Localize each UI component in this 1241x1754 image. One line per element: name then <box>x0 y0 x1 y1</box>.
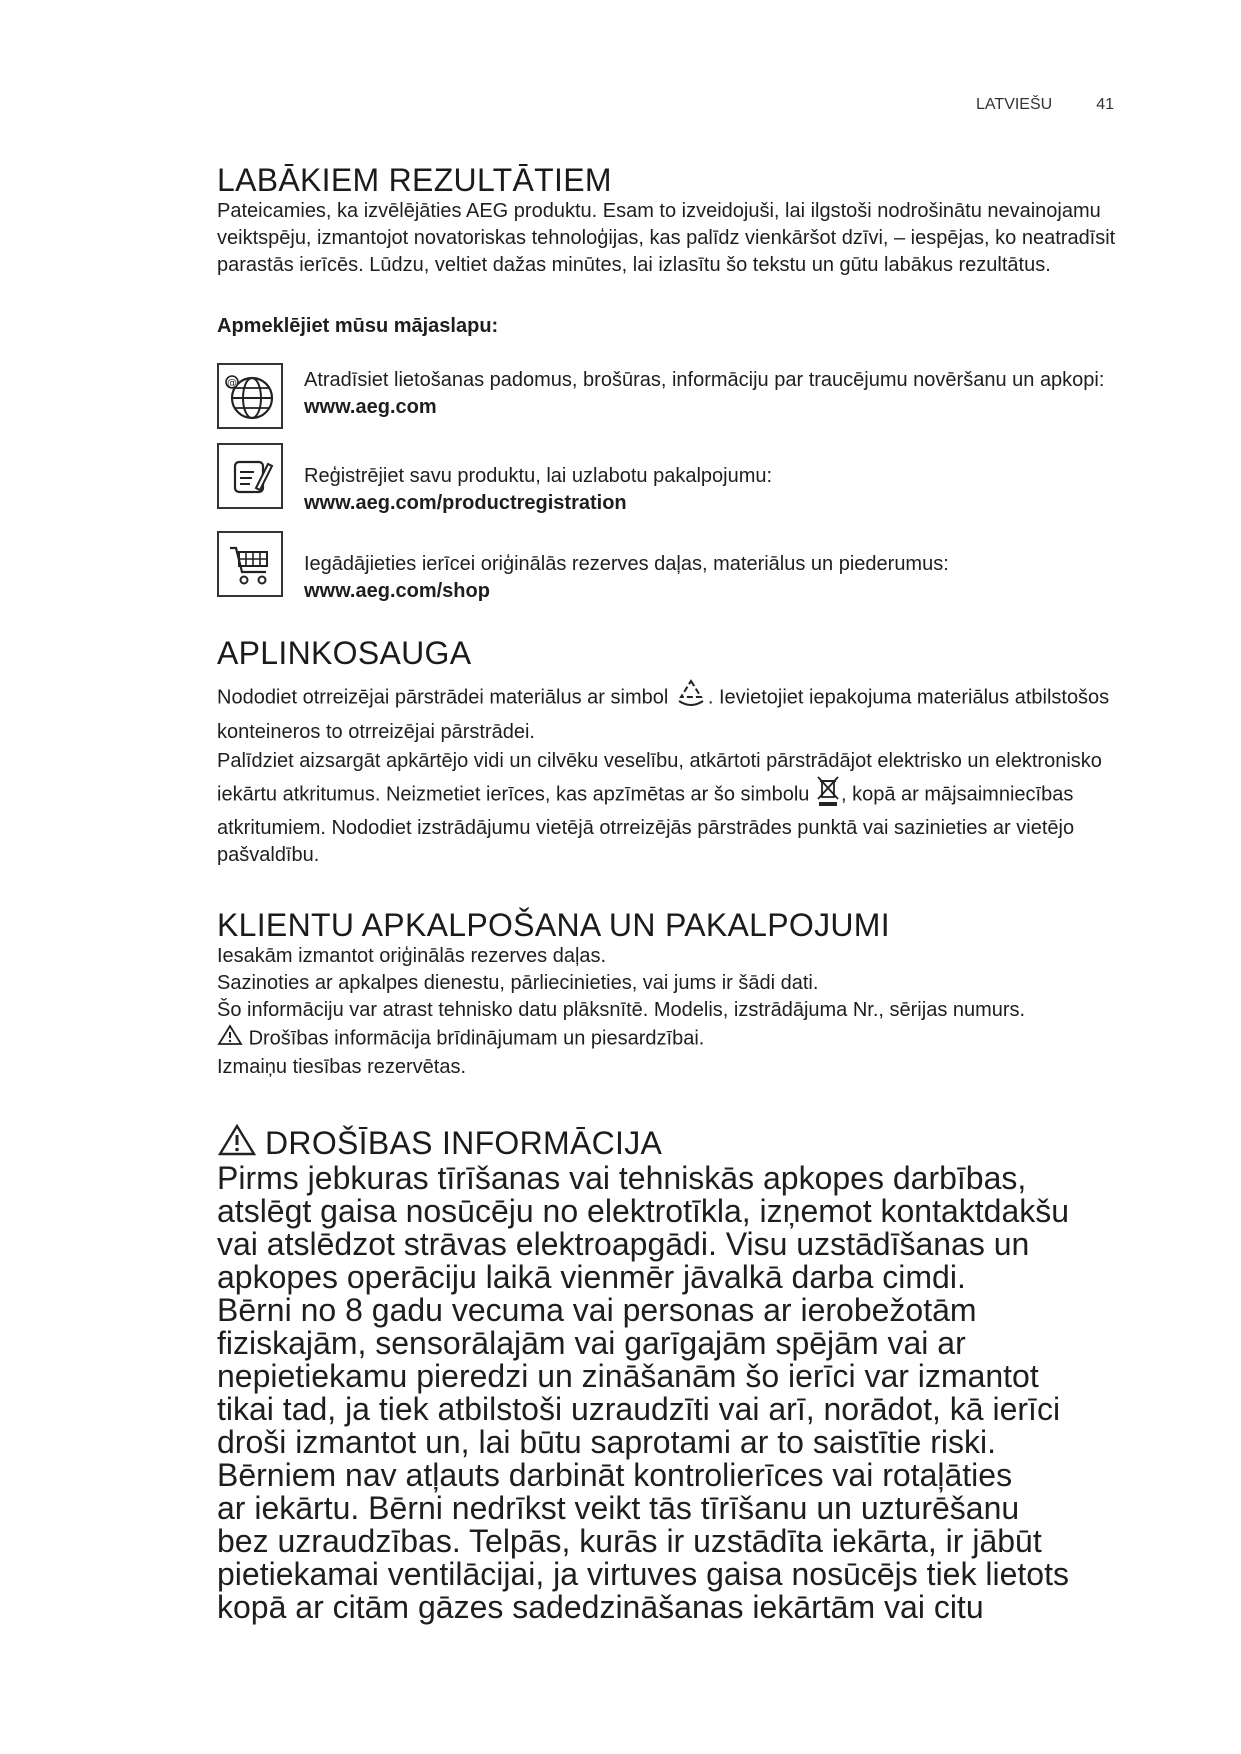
safety-line: Bērni no 8 gadu vecuma vai personas ar ierobežotām <box>217 1292 977 1328</box>
weee-paragraph <box>217 748 1123 869</box>
safety-line: Pirms jebkuras tīrīšanas vai tehniskās apkopes darbības, <box>217 1160 1027 1196</box>
safety-line: vai atslēdzot strāvas elektroapgādi. Visu uzstādīšanas un <box>217 1226 1030 1262</box>
recycling-paragraph <box>217 677 1123 746</box>
safety-line: tikai tad, ja tiek atbilstoši uzraudzīti vai arī, norādot, kā ierīci <box>217 1391 1061 1427</box>
safety-line: Bērniem nav atļauts darbināt kontrolierīces vai rotaļāties <box>217 1457 1013 1493</box>
safety-line: apkopes operāciju laikā vienmēr jāvalkā darba cimdi. <box>217 1259 966 1295</box>
customer-line-1: Iesakām izmantot oriģinālās rezerves daļas. <box>217 945 607 967</box>
page-header <box>976 96 1114 114</box>
globe-icon <box>217 363 283 429</box>
customer-line-3: Šo informāciju var atrast tehnisko datu plāksnītē. Modelis, izstrādājuma Nr., sērijas numurs. <box>217 999 1026 1021</box>
safety-heading: DROŠĪBAS INFORMĀCIJA <box>265 1124 663 1161</box>
registration-link[interactable]: www.aeg.com/productregistration <box>304 492 627 514</box>
safety-line: droši izmantot un, lai būtu saprotami ar to saistītie riski. <box>217 1424 996 1460</box>
customer-line-2: Sazinoties ar apkalpes dienestu, pārliecinieties, vai jums ir šādi dati. <box>217 972 819 994</box>
weee-text-start: Palīdziet aizsargāt apkārtējo vidi un cilvēku veselību, atkārtoti pārstrādājot elektrisko un elektronisko iekārtu atkritumus. Neizmetiet ierīces, kas apzīmētas ar šo simbolu <box>217 750 1102 806</box>
website-description: Atradīsiet lietošanas padomus, brošūras, informāciju par traucējumu novēršanu un apkopi: <box>304 369 1105 391</box>
crossed-bin-icon <box>815 775 841 815</box>
shop-description: Iegādājieties ierīcei oriģinālās rezerves daļas, materiālus un piederumus: <box>304 553 949 575</box>
weee-text-end: , kopā ar mājsaimniecības atkritumiem. Nododiet izstrādājumu vietējā otrreizējās pārstrādes punktā vai sazinieties ar vietējo pašvaldību. <box>217 783 1075 866</box>
recycling-text-start: Nododiet otrreizējai pārstrādei materiālus ar simbol <box>217 686 669 709</box>
recycle-icon <box>674 677 708 719</box>
safety-line: kopā ar citām gāzes sadedzināšanas iekārtām vai citu <box>217 1589 984 1625</box>
customer-line-5: Izmaiņu tiesības rezervētas. <box>217 1056 466 1078</box>
results-paragraph: Pateicamies, ka izvēlējāties AEG produktu. Esam to izveidojuši, lai ilgstoši nodrošinātu nevainojamu veiktspēju, izmantojot novatoriskas tehnoloģijas, kas palīdz vienkāršot dzīvi, – iespējas, ko neatradīsit parastās ierīcēs. Lūdzu, veltiet dažas minūtes, lai izlasītu šo tekstu un gūtu labākus rezultātus. <box>217 200 1116 276</box>
safety-line: pietiekamai ventilācijai, ja virtuves gaisa nosūcējs tiek lietots <box>217 1556 1069 1592</box>
safety-line: atslēgt gaisa nosūcēju no elektrotīkla, izņemot kontaktdakšu <box>217 1193 1070 1229</box>
safety-text-block <box>217 1162 1123 1624</box>
shopping-cart-icon <box>217 531 283 597</box>
website-row <box>217 363 1123 429</box>
page-content <box>217 162 1123 1624</box>
environment-heading: APLINKOSAUGA <box>217 635 472 671</box>
safety-line: bez uzraudzības. Telpās, kurās ir uzstādīta iekārta, ir jābūt <box>217 1523 1042 1559</box>
language-label: LATVIEŠU <box>976 96 1053 113</box>
registration-description: Reģistrējiet savu produktu, lai uzlabotu pakalpojumu: <box>304 465 773 487</box>
registration-icon <box>217 443 283 509</box>
customer-line-4 <box>217 1024 1123 1054</box>
results-heading: LABĀKIEM REZULTĀTIEM <box>217 162 612 198</box>
registration-row <box>217 443 1123 517</box>
safety-heading-row <box>217 1123 1123 1162</box>
visit-heading: Apmeklējiet mūsu mājaslapu: <box>217 315 499 337</box>
warning-icon <box>217 1024 243 1054</box>
svg-text:@: @ <box>227 378 237 389</box>
page-number: 41 <box>1096 96 1114 113</box>
website-link[interactable]: www.aeg.com <box>304 396 437 418</box>
shop-link[interactable]: www.aeg.com/shop <box>304 580 490 602</box>
recycling-text-end: . Ievietojiet iepakojuma materiālus atbilstošos konteineros to otrreizējai pārstrādei. <box>217 686 1110 743</box>
shop-row <box>217 531 1123 605</box>
safety-line: nepietiekamu pieredzi un zināšanām šo ierīci var izmantot <box>217 1358 1039 1394</box>
safety-note-text: Drošības informācija brīdinājumam un piesardzībai. <box>248 1027 705 1050</box>
customer-heading: KLIENTU APKALPOŠANA UN PAKALPOJUMI <box>217 907 890 943</box>
safety-line: ar iekārtu. Bērni nedrīkst veikt tās tīrīšanu un uzturēšanu <box>217 1490 1020 1526</box>
warning-icon <box>217 1123 257 1162</box>
safety-line: fiziskajām, sensorālajām vai garīgajām spējām vai ar <box>217 1325 966 1361</box>
